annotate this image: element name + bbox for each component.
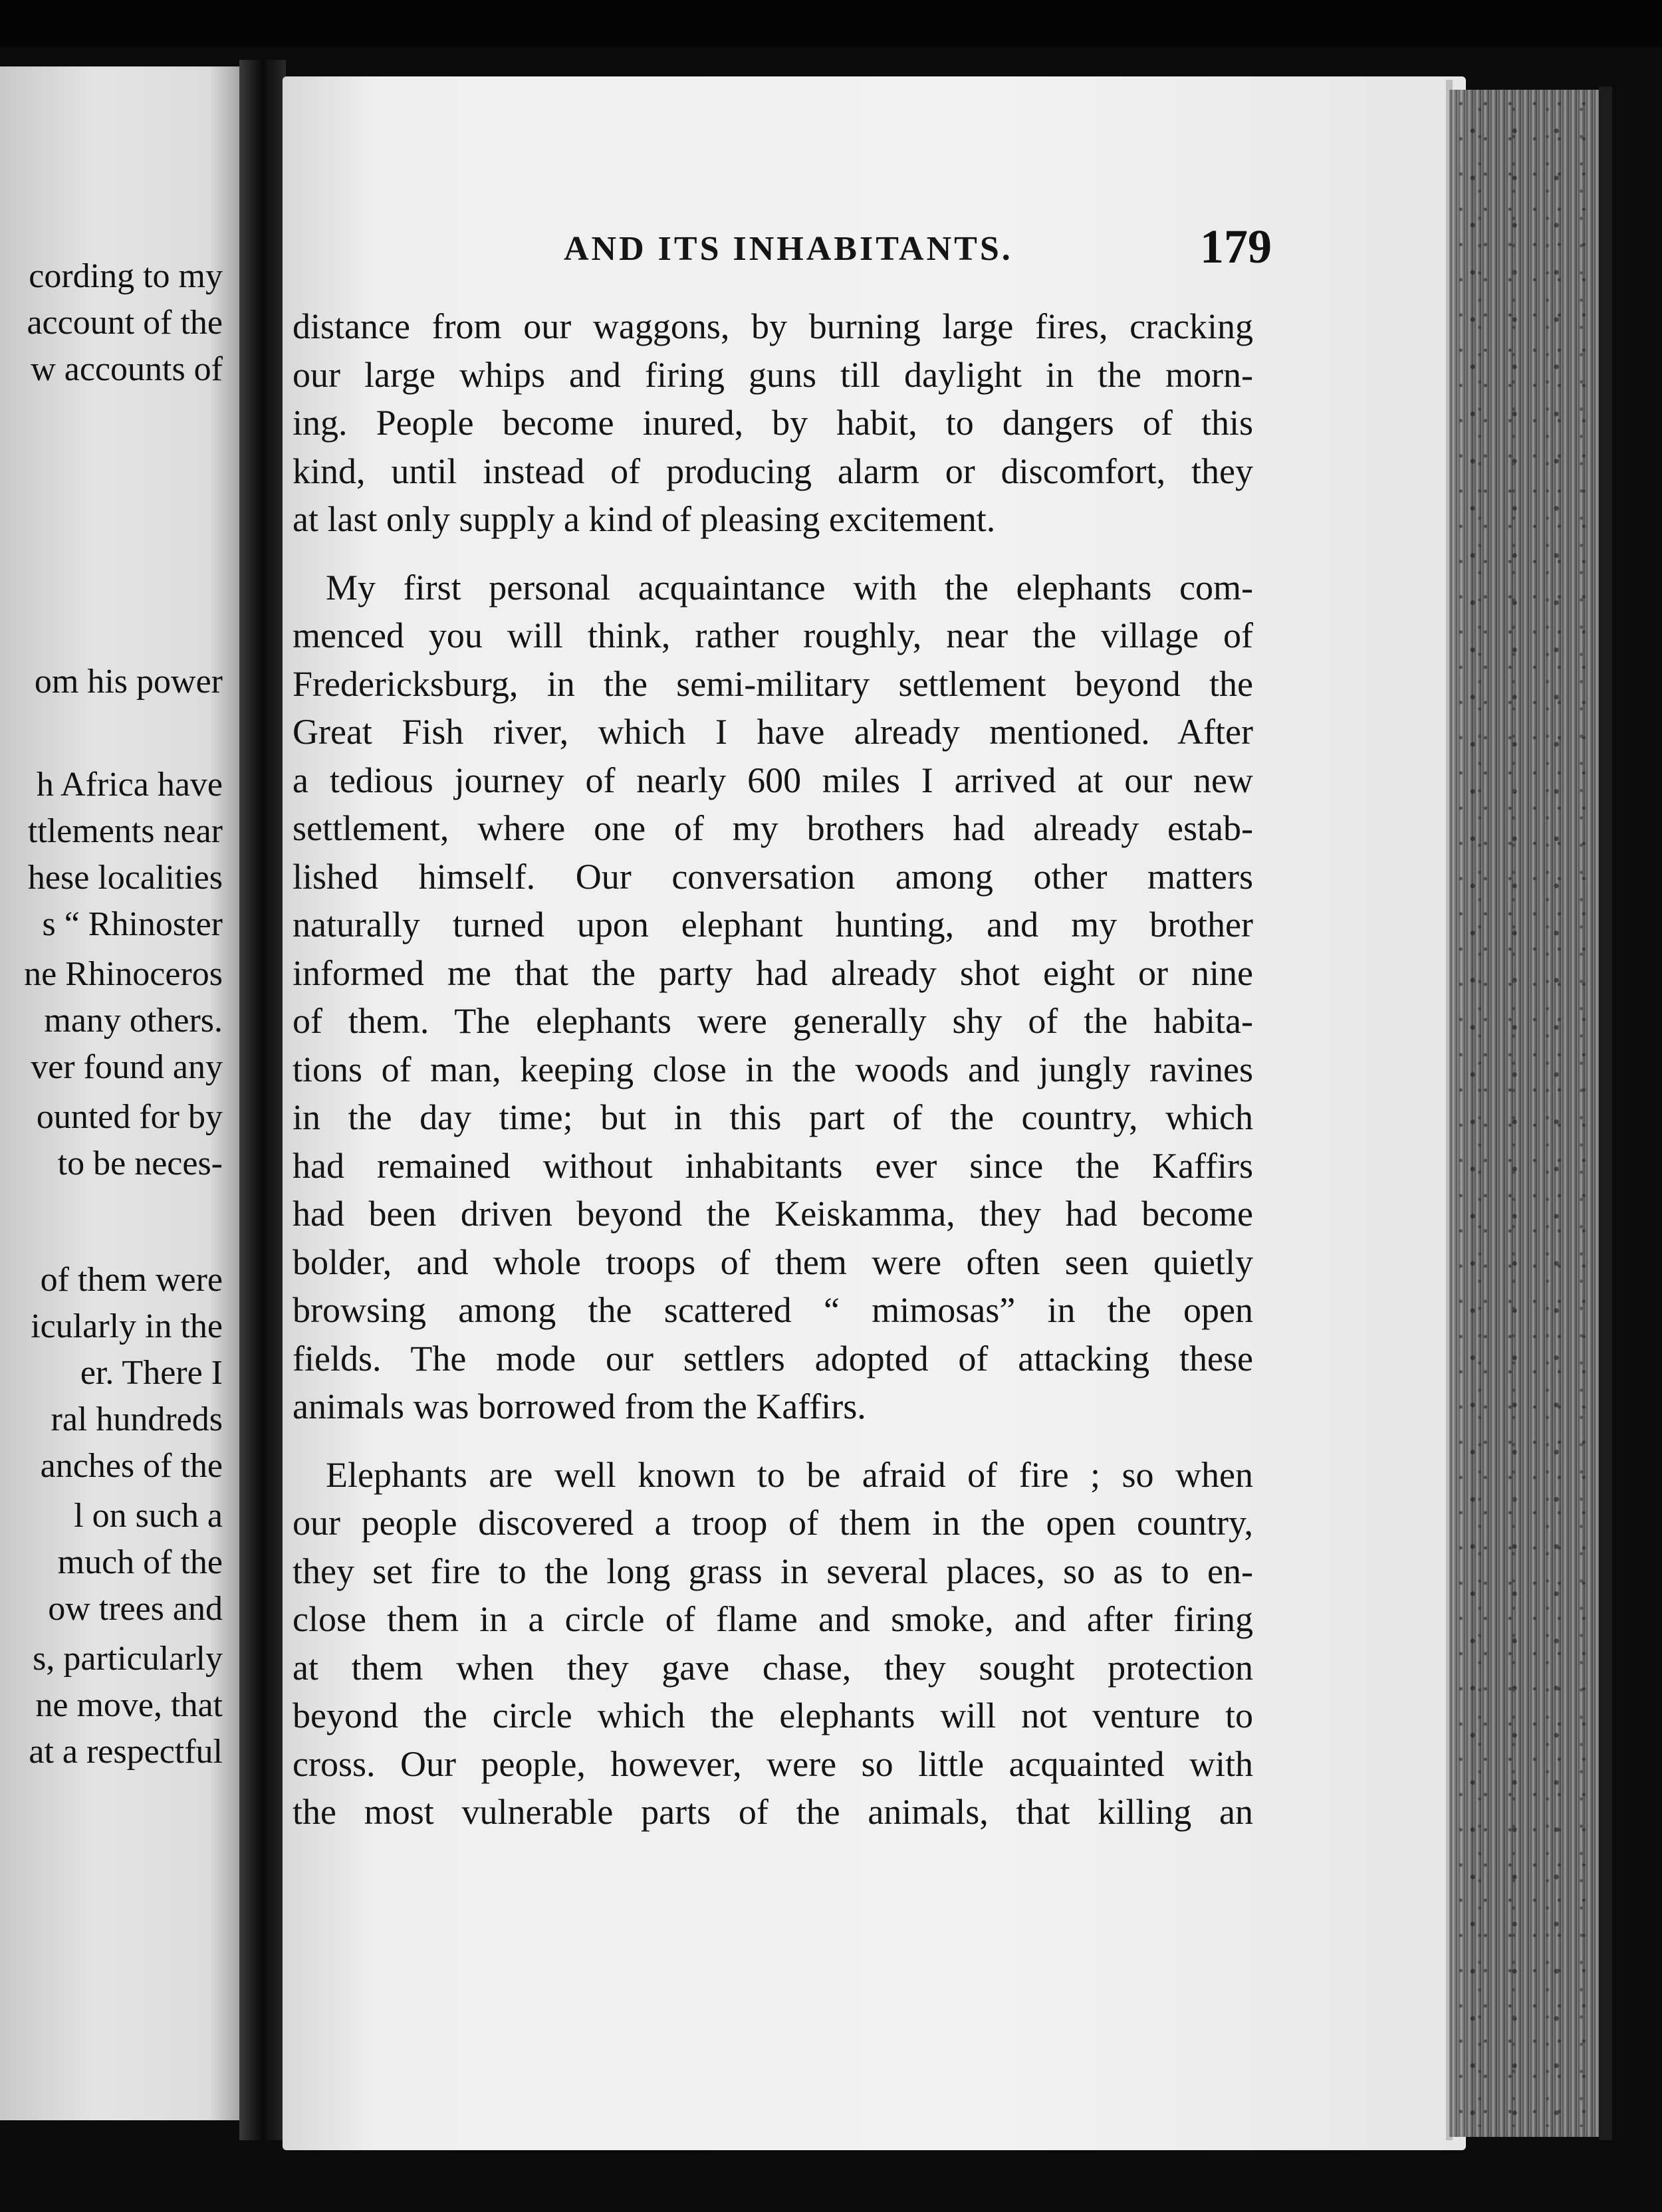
paragraph-3 [293,1451,1253,1836]
text-line: Elephants are well known to be afraid of fire ; so when [326,1454,1253,1495]
text-line: had been driven beyond the Keiskamma, they had become [293,1194,1253,1234]
text-line: at them when they gave chase, they sought protection [293,1647,1253,1688]
book-gutter [239,60,286,2140]
left-page-line: ver found any [31,1048,223,1086]
left-page-line: at a respectful [29,1733,223,1771]
left-page-line: anches of the [40,1447,223,1485]
left-page-line: to be neces- [57,1145,223,1182]
text-line: browsing among the scattered “ mimosas” in the open [293,1290,1253,1330]
text-line: our people discovered a troop of them in the open country, [293,1503,1253,1543]
text-line: kind, until instead of producing alarm or discomfort, they [293,451,1253,491]
running-head: AND ITS INHABITANTS. [564,230,1013,268]
text-line: the most vulnerable parts of the animals, that killing an [293,1792,1253,1832]
left-page-line: ttlements near [27,812,223,850]
text-line: My first personal acquaintance with the elephants com- [326,567,1253,608]
text-line: cross. Our people, however, were so little acquainted with [293,1743,1253,1784]
left-page-line: of them were [40,1261,223,1299]
page-block-dark-edge [1599,86,1612,2140]
text-line: of them. The elephants were generally shy of the habita- [293,1001,1253,1041]
left-page-line: hese localities [27,859,223,897]
text-line: informed me that the party had already shot eight or nine [293,952,1253,993]
left-page-edge [0,66,246,2120]
left-page-line: much of the [57,1543,223,1581]
left-page-line: h Africa have [36,766,223,804]
left-page-line: ral hundreds [51,1400,223,1438]
left-page-line: cording to my [29,257,223,295]
left-page-line: s, particularly [33,1640,223,1678]
page-header [283,219,1466,273]
text-line: fields. The mode our settlers adopted of attacking these [293,1338,1253,1379]
text-line: ing. People become inured, by habit, to dangers of this [293,403,1253,443]
left-page-line: many others. [44,1002,223,1040]
left-page-line: om his power [34,663,223,701]
text-line: our large whips and firing guns till daylight in the morn- [293,354,1253,395]
page-number: 179 [1200,220,1272,273]
text-line: at last only supply a kind of pleasing excitement. [293,499,996,539]
left-page-line: ne move, that [35,1686,223,1724]
left-page-line: er. There I [80,1354,223,1392]
left-page-line: icularly in the [31,1307,223,1345]
left-page-line: ne Rhinoceros [24,955,223,993]
text-line: Great Fish river, which I have already mentioned. After [293,712,1253,752]
text-line: animals was borrowed from the Kaffirs. [293,1386,866,1426]
text-line: in the day time; but in this part of the country, which [293,1097,1253,1137]
left-page-line: s “ Rhinoster [42,905,223,943]
text-line: Fredericksburg, in the semi-military settlement beyond the [293,663,1253,704]
text-line: had remained without inhabitants ever since the Kaffirs [293,1145,1253,1186]
page-block-specks [1456,93,1589,2127]
text-line: bolder, and whole troops of them were often seen quietly [293,1242,1253,1282]
text-line: they set fire to the long grass in several places, so as to en- [293,1551,1253,1591]
text-line: a tedious journey of nearly 600 miles I arrived at our new [293,760,1253,800]
text-line: beyond the circle which the elephants will not venture to [293,1696,1253,1735]
left-page-line: ounted for by [36,1098,223,1136]
body-text [293,302,1253,1836]
paragraph-2 [293,564,1253,1431]
scan-frame-top [0,0,1662,47]
text-line: lished himself. Our conversation among other matters [293,856,1253,897]
text-line: distance from our waggons, by burning large fires, cracking [293,306,1253,346]
left-page-line: l on such a [74,1497,223,1535]
text-line: settlement, where one of my brothers had already estab- [293,808,1253,848]
text-line: naturally turned upon elephant hunting, and my brother [293,905,1253,944]
left-page-line: account of the [27,304,223,342]
text-line: close them in a circle of flame and smoke, and after firing [293,1599,1253,1639]
text-line: tions of man, keeping close in the woods and jungly ravines [293,1049,1253,1089]
left-page-line: w accounts of [31,350,223,388]
text-line: menced you will think, rather roughly, near the village of [293,615,1253,655]
left-page-line: ow trees and [48,1590,223,1628]
paragraph-1 [293,302,1253,544]
